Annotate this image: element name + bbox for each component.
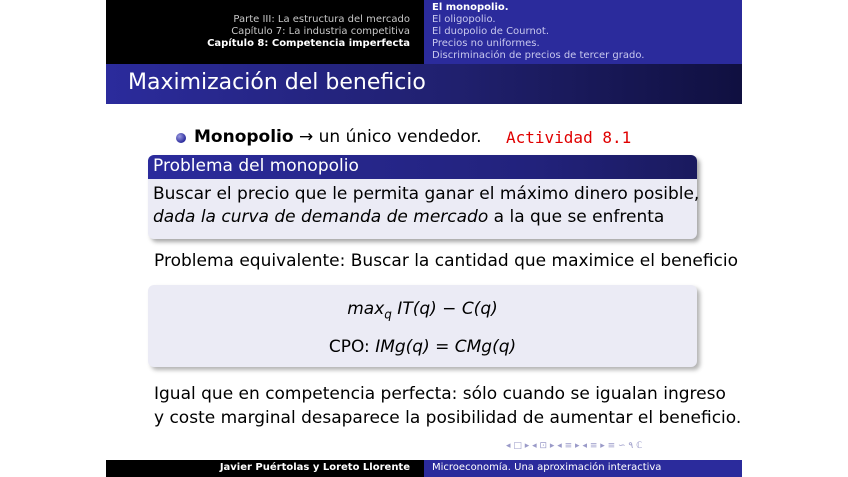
nav-oligopolio[interactable]: El oligopolio. (432, 14, 496, 25)
objective-formula (148, 299, 697, 321)
activity-link[interactable]: Actividad 8.1 (506, 128, 632, 147)
bullet-ball-icon (176, 133, 186, 143)
footer-right (424, 460, 742, 477)
nav-chapter-8[interactable]: Capítulo 8: Competencia imperfecta (207, 38, 410, 49)
nav-part-iii[interactable]: Parte III: La estructura del mercado (233, 14, 410, 25)
footer-book-title: Microeconomía. Una aproximación interactiva (432, 462, 662, 473)
nav-discriminacion-precios[interactable]: Discriminación de precios de tercer grado. (432, 50, 645, 61)
header (106, 0, 742, 64)
header-left-section-nav (106, 0, 424, 64)
objective-subscript: q (384, 307, 392, 322)
header-right-subsection-nav (424, 0, 742, 64)
conclusion-line-1: Igual que en competencia perfecta: sólo cuando se igualan ingreso (154, 384, 726, 404)
foc-formula (148, 337, 697, 357)
equivalent-problem: Problema equivalente: Buscar la cantidad que maximice el beneficio (154, 251, 739, 271)
footer (106, 460, 742, 477)
bullet-bold: Monopolio (194, 127, 294, 147)
problem-line-2 (153, 206, 693, 229)
objective-expression: IT(q) − C(q) (391, 299, 498, 319)
problem-block-title: Problema del monopolio (153, 156, 359, 176)
problem-block-body (153, 183, 700, 229)
foc-expression: IMg(q) = CMg(q) (375, 337, 517, 357)
nav-duopolio-cournot[interactable]: El duopolio de Cournot. (432, 26, 550, 37)
objective-max: max (347, 299, 385, 319)
problem-block (148, 155, 700, 239)
beamer-navigation-icons[interactable]: ◂ □ ▸ ◂ ⊡ ▸ ◂ ≡ ▸ ◂ ≡ ▸ ≡ ∽ ۹ ℂ (506, 441, 643, 451)
math-block (148, 285, 697, 367)
footer-authors: Javier Puértolas y Loreto Llorente (219, 462, 410, 473)
slide (106, 0, 742, 477)
problem-block-header (148, 155, 697, 179)
frame-title: Maximización del beneficio (128, 70, 426, 95)
problem-line-1: Buscar el precio que le permita ganar el máximo dinero posible, (153, 184, 700, 204)
foc-label: CPO: (328, 337, 376, 357)
frame-title-bar (106, 64, 742, 104)
bullet-rest: → un único vendedor. (293, 127, 482, 147)
nav-chapter-7[interactable]: Capítulo 7: La industria competitiva (231, 26, 410, 37)
footer-left (106, 460, 424, 477)
nav-precios-no-uniformes[interactable]: Precios no uniformes. (432, 38, 540, 49)
nav-monopolio[interactable]: El monopolio. (432, 2, 509, 13)
bullet-text (194, 127, 482, 147)
conclusion-line-2: y coste marginal desaparece la posibilidad de aumentar el beneficio. (154, 408, 742, 428)
problem-line-2-italic: dada la curva de demanda de mercado (153, 207, 489, 227)
problem-line-2-rest: a la que se enfrenta (488, 207, 665, 227)
conclusion (154, 382, 741, 430)
